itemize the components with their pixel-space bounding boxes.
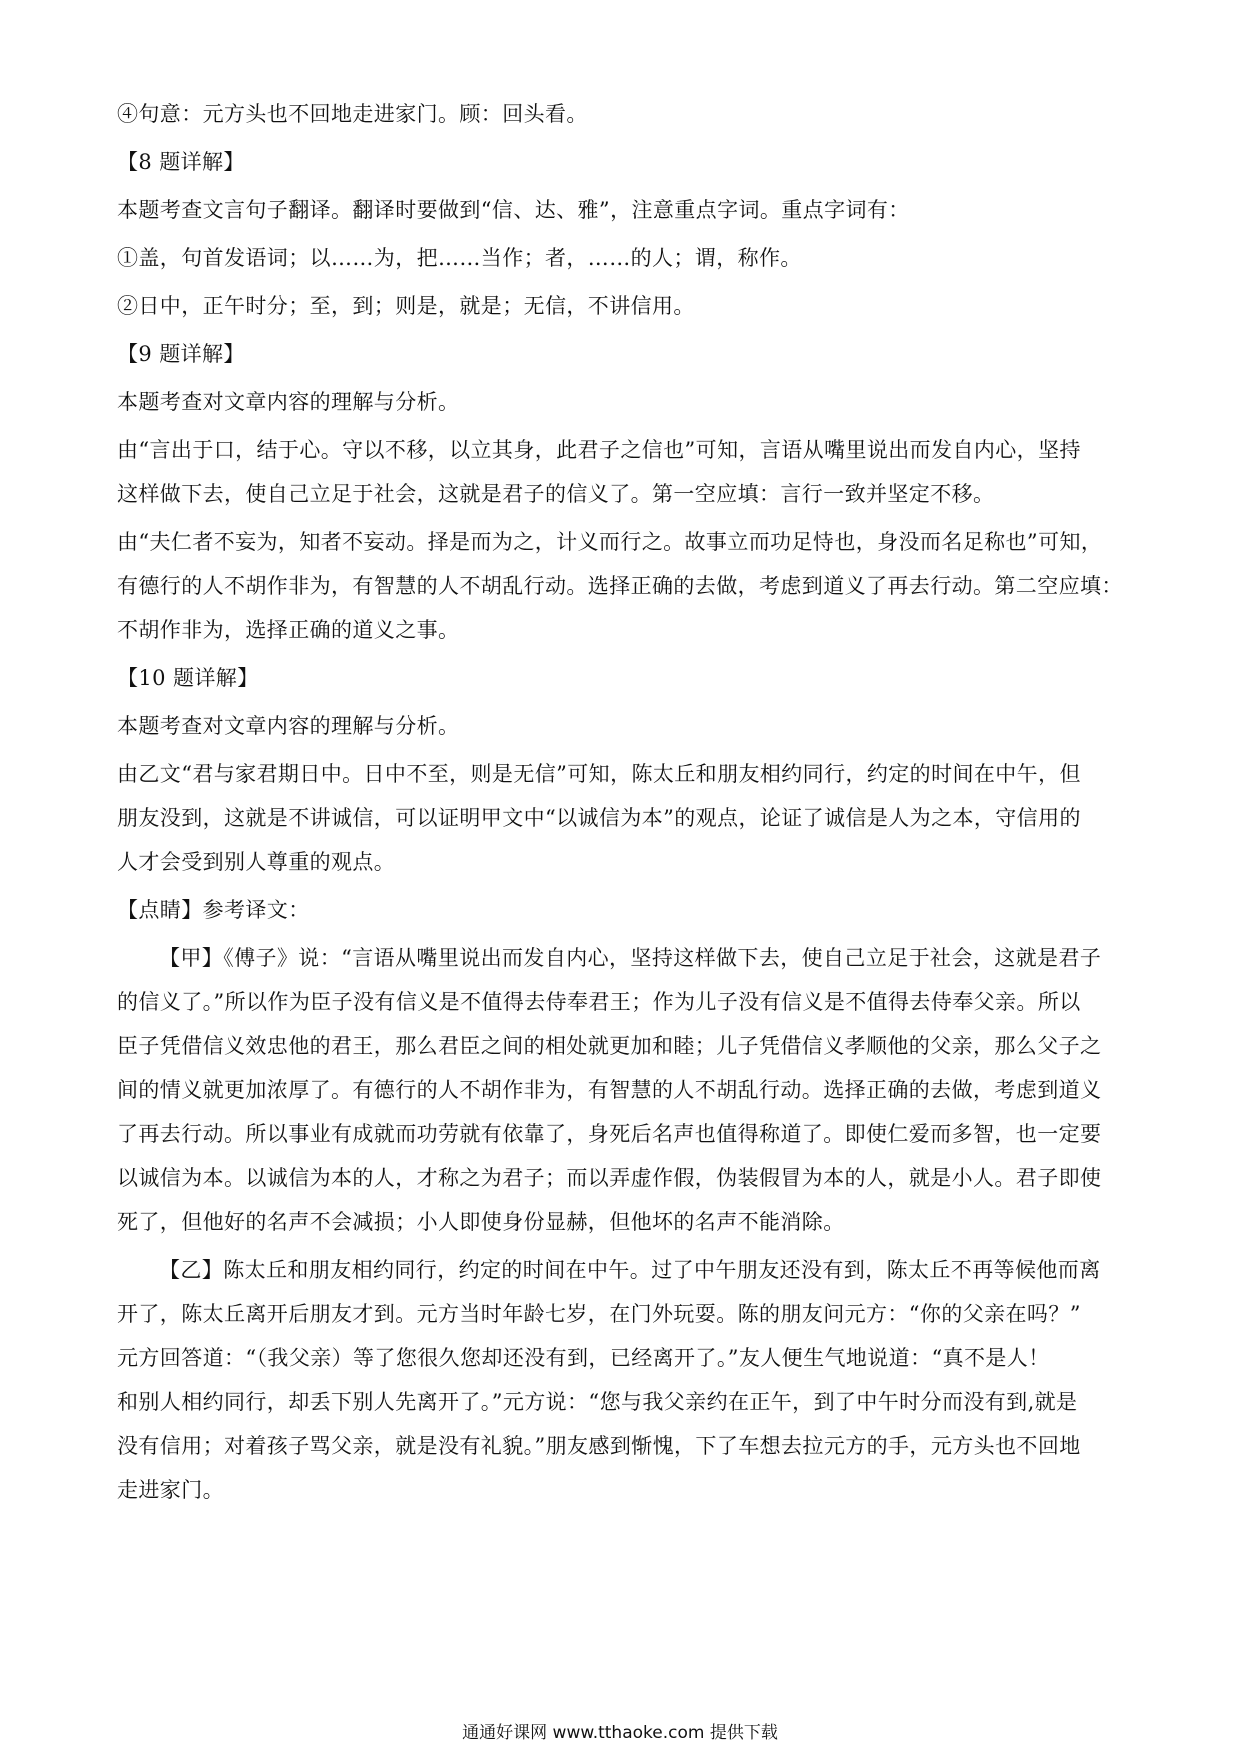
- q9-para1-line2: 这样做下去，使自己立足于社会，这就是君子的信义了。第一空应填：言行一致并坚定不移。: [117, 482, 995, 506]
- translation-yi-line3: 元方回答道：“（我父亲）等了您很久您却还没有到，已经离开了。”友人便生气地说道：“真不是人！: [117, 1346, 1050, 1370]
- q10-intro: 本题考查对文章内容的理解与分析。: [117, 714, 460, 738]
- translation-jia-line4: 间的情义就更加浓厚了。有德行的人不胡作非为，有智慧的人不胡乱行动。选择正确的去做，考虑到道义: [117, 1078, 1102, 1102]
- heading-question-9: 【9 题详解】: [117, 342, 245, 366]
- translation-yi-line1: 【乙】陈太丘和朋友相约同行，约定的时间在中午。过了中午朋友还没有到，陈太丘不再等候他而离: [159, 1258, 1101, 1282]
- sentence-meaning-4: ④句意：元方头也不回地走进家门。顾：回头看。: [117, 102, 588, 126]
- q9-para1-line1: 由“言出于口，结于心。守以不移，以立其身，此君子之信也”可知，言语从嘴里说出而发自内心，坚持: [117, 438, 1081, 462]
- translation-jia-line1: 【甲】《傅子》说：“言语从嘴里说出而发自内心，坚持这样做下去，使自己立足于社会，这就是君子: [159, 946, 1102, 970]
- translation-jia-line3: 臣子凭借信义效忠他的君王，那么君臣之间的相处就更加和睦；儿子凭借信义孝顺他的父亲，那么父子之: [117, 1034, 1102, 1058]
- q8-point-1: ①盖，句首发语词；以……为，把……当作；者，……的人；谓，称作。: [117, 246, 802, 270]
- q8-point-2: ②日中，正午时分；至，到；则是，就是；无信，不讲信用。: [117, 294, 695, 318]
- heading-question-10: 【10 题详解】: [117, 666, 259, 690]
- q10-para-line2: 朋友没到，这就是不讲诚信，可以证明甲文中“以诚信为本”的观点，论证了诚信是人为之本，守信用的: [117, 806, 1081, 830]
- q9-para2-line2: 有德行的人不胡作非为，有智慧的人不胡乱行动。选择正确的去做，考虑到道义了再去行动。第二空应填：: [117, 574, 1123, 598]
- heading-dianjing: 【点睛】参考译文：: [117, 898, 310, 922]
- translation-jia-line2: 的信义了。”所以作为臣子没有信义是不值得去侍奉君王；作为儿子没有信义是不值得去侍奉父亲。所以: [117, 990, 1081, 1014]
- translation-jia-line6: 以诚信为本。以诚信为本的人，才称之为君子；而以弄虚作假，伪装假冒为本的人，就是小人。君子即使: [117, 1166, 1102, 1190]
- document-page: [117, 96, 1129, 1508]
- q9-para2-line3: 不胡作非为，选择正确的道义之事。: [117, 618, 460, 642]
- q9-para2-line1: 由“夫仁者不妄为，知者不妄动。择是而为之，计义而行之。故事立而功足恃也，身没而名足称也”可知，: [117, 530, 1103, 554]
- footer-source-text: 通通好课网 www.tthaoke.com 提供下载: [462, 1723, 778, 1743]
- q10-para-line3: 人才会受到别人尊重的观点。: [117, 850, 396, 874]
- q8-intro: 本题考查文言句子翻译。翻译时要做到“信、达、雅”，注意重点字词。重点字词有：: [117, 198, 910, 222]
- translation-yi-line4: 和别人相约同行，却丢下别人先离开了。”元方说：“您与我父亲约在正午，到了中午时分而没有到,就是: [117, 1390, 1078, 1414]
- translation-yi-line2: 开了，陈太丘离开后朋友才到。元方当时年龄七岁，在门外玩耍。陈的朋友问元方：“你的父亲在吗？”: [117, 1302, 1081, 1326]
- translation-yi-line6: 走进家门。: [117, 1478, 224, 1502]
- q9-intro: 本题考查对文章内容的理解与分析。: [117, 390, 460, 414]
- q10-para-line1: 由乙文“君与家君期日中。日中不至，则是无信”可知，陈太丘和朋友相约同行，约定的时间在中午，但: [117, 762, 1081, 786]
- translation-jia-line5: 了再去行动。所以事业有成就而功劳就有依靠了，身死后名声也值得称道了。即使仁爱而多智，也一定要: [117, 1122, 1102, 1146]
- translation-yi-line5: 没有信用；对着孩子骂父亲，就是没有礼貌。”朋友感到惭愧，下了车想去拉元方的手，元方头也不回地: [117, 1434, 1081, 1458]
- heading-question-8: 【8 题详解】: [117, 150, 245, 174]
- translation-jia-line7: 死了，但他好的名声不会减损；小人即使身份显赫，但他坏的名声不能消除。: [117, 1210, 845, 1234]
